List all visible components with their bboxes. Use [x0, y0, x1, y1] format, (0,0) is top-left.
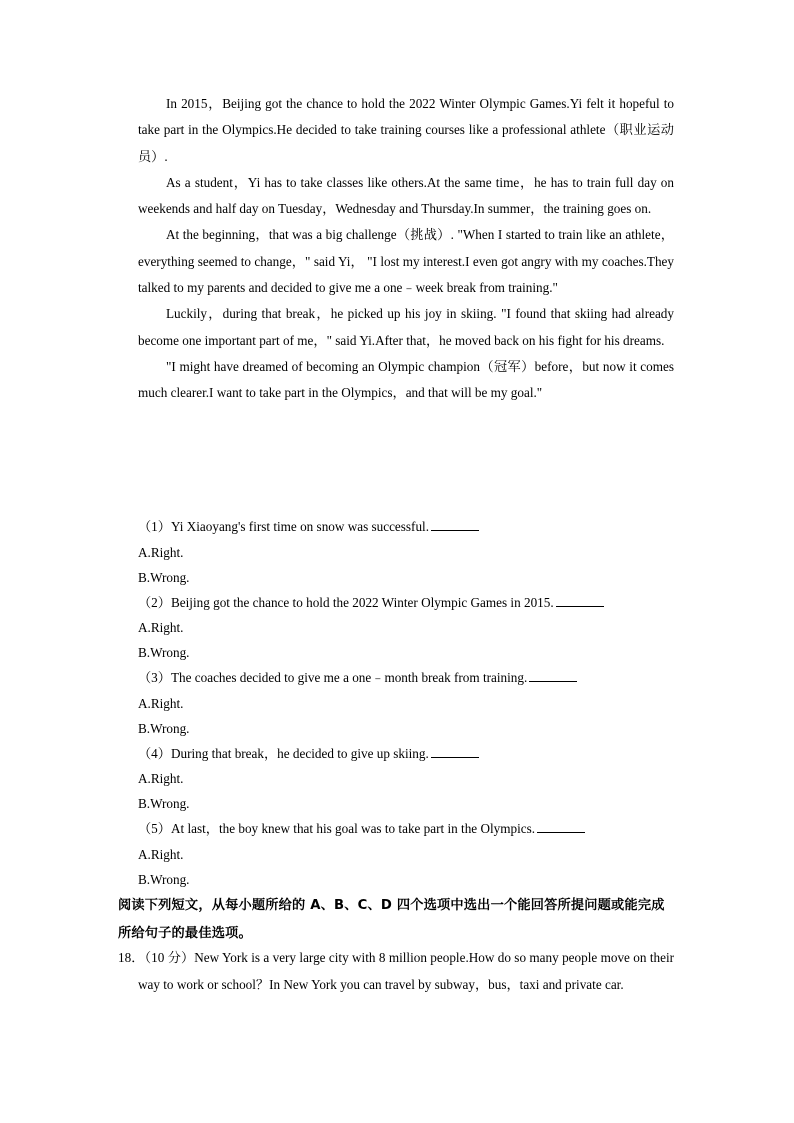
- reading-passage: [138, 91, 674, 407]
- answer-blank: [431, 745, 479, 758]
- passage-paragraph: "I might have dreamed of becoming an Olympic champion（冠军）before，but now it comes much clearer.I want to take part in the Olympics，and that will be my goal.": [138, 358, 674, 401]
- question-18: [118, 945, 674, 998]
- question-item: [138, 741, 698, 816]
- question-item: [138, 665, 698, 740]
- section-instruction: 阅读下列短文，从每小题所给的 A、B、C、D 四个选项中选出一个能回答所提问题或能完成所给句子的最佳选项。: [118, 898, 665, 941]
- option-b: B.Wrong.: [138, 645, 190, 661]
- option-b: B.Wrong.: [138, 796, 190, 812]
- option-a: A.Right.: [138, 771, 184, 787]
- option-a: A.Right.: [138, 846, 184, 862]
- passage-paragraph: In 2015，Beijing got the chance to hold the 2022 Winter Olympic Games.Yi felt it hopeful to take part in the Olympics.He decided to take training courses like a professional athlete（职业运动员）.: [138, 96, 674, 164]
- question-stem: （2）Beijing got the chance to hold the 2022 Winter Olympic Games in 2015.: [138, 595, 554, 610]
- question-item: [138, 514, 698, 590]
- question-stem: （3）The coaches decided to give me a one﹣month break from training.: [138, 670, 528, 686]
- passage-paragraph: As a student，Yi has to take classes like others.At the same time，he has to train full day on weekends and half day on Tuesday，Wednesday and Thursday.In summer，the training goes on.: [138, 174, 674, 217]
- question-18-text: 18．（10 分）New York is a very large city with 8 million people.How do so many people move on their way to work or school？In New York you can travel by subway，bus，taxi and private car.: [118, 950, 674, 992]
- question-stem: （4）During that break，he decided to give up skiing.: [138, 745, 429, 761]
- answer-blank: [529, 669, 577, 682]
- question-list: [138, 514, 698, 892]
- answer-blank: [431, 518, 479, 531]
- passage-paragraph: At the beginning，that was a big challenge（挑战）. "When I started to train like an athlete，everything seemed to change，" said Yi， "I lost my interest.I even got angry with my coaches.They talked to my parents and decided to give me a one﹣week break from training.": [138, 227, 674, 296]
- passage-paragraph: Luckily，during that break，he picked up his joy in skiing. "I found that skiing had already become one important part of me，" said Yi.After that，he moved back on his fight for his dreams.: [138, 306, 674, 348]
- question-item: [138, 590, 698, 665]
- question-stem: （5）At last，the boy knew that his goal was to take part in the Olympics.: [138, 821, 536, 837]
- option-b: B.Wrong.: [138, 871, 190, 887]
- option-b: B.Wrong.: [138, 720, 190, 736]
- option-a: A.Right.: [138, 545, 184, 560]
- question-stem: （1）Yi Xiaoyang's first time on snow was successful.: [138, 519, 429, 534]
- option-a: A.Right.: [138, 695, 184, 711]
- option-a: A.Right.: [138, 620, 184, 636]
- answer-blank: [537, 820, 585, 833]
- option-b: B.Wrong.: [138, 570, 190, 585]
- answer-blank: [556, 594, 604, 607]
- question-item: [138, 816, 698, 891]
